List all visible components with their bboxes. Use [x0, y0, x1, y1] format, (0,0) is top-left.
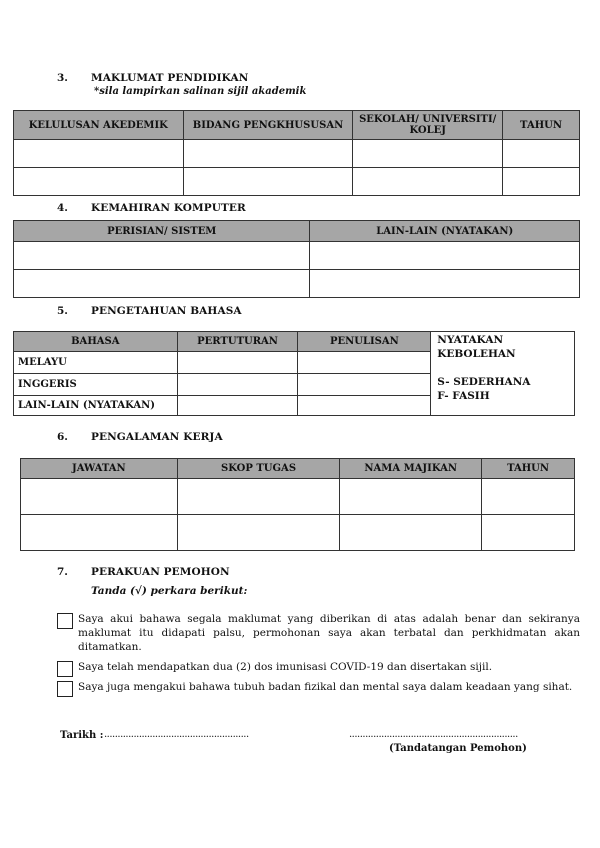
education-header-qualification: KELULUSAN AKEDEMIK [14, 111, 184, 140]
language-row-label: INGGERIS [14, 374, 178, 396]
table-cell[interactable] [177, 352, 298, 374]
table-cell[interactable] [177, 396, 298, 416]
table-cell[interactable] [183, 168, 353, 196]
table-cell[interactable] [310, 242, 580, 270]
section-5-number: 5. [57, 305, 68, 317]
table-cell[interactable] [503, 168, 580, 196]
education-header-field: BIDANG PENGKHUSUSAN [183, 111, 353, 140]
section-6-number: 6. [57, 431, 68, 443]
table-cell[interactable] [482, 515, 575, 551]
education-table [13, 110, 580, 196]
legend-line-fluent: F- FASIH [437, 390, 490, 402]
declaration-checkbox-3[interactable] [57, 681, 73, 697]
legend-line-moderate: S- SEDERHANA [437, 376, 531, 388]
computer-header-software: PERISIAN/ SISTEM [14, 221, 310, 242]
work-header-year: TAHUN [482, 459, 575, 479]
table-cell[interactable] [340, 479, 482, 515]
language-header-writing: PENULISAN [298, 332, 431, 352]
table-cell[interactable] [21, 479, 178, 515]
table-cell[interactable] [353, 168, 503, 196]
language-row-label: MELAYU [14, 352, 178, 374]
signature-field[interactable]: ............................................................... [349, 729, 518, 740]
declaration-checkbox-2[interactable] [57, 661, 73, 677]
table-cell[interactable] [298, 396, 431, 416]
computer-row [14, 242, 580, 270]
computer-header-others: LAIN-LAIN (NYATAKAN) [310, 221, 580, 242]
work-header-position: JAWATAN [21, 459, 178, 479]
table-cell[interactable] [482, 479, 575, 515]
work-experience-table [20, 458, 575, 551]
table-cell[interactable] [503, 140, 580, 168]
date-field[interactable]: ...................................................... [104, 729, 249, 740]
table-cell[interactable] [177, 374, 298, 396]
section-3-number: 3. [57, 72, 68, 84]
section-4-title: KEMAHIRAN KOMPUTER [91, 202, 246, 214]
table-cell[interactable] [177, 515, 340, 551]
section-4-number: 4. [57, 202, 68, 214]
section-6-title: PENGALAMAN KERJA [91, 431, 223, 443]
date-label: Tarikh : [60, 730, 104, 741]
language-header-language: BAHASA [14, 332, 178, 352]
declaration-text-2: Saya telah mendapatkan dua (2) dos imunisasi COVID-19 dan disertakan sijil. [78, 661, 493, 673]
work-header-scope: SKOP TUGAS [177, 459, 340, 479]
education-row [14, 168, 580, 196]
table-cell[interactable] [177, 479, 340, 515]
language-ability-legend [431, 332, 575, 416]
work-row [21, 515, 575, 551]
work-header-employer: NAMA MAJIKAN [340, 459, 482, 479]
table-cell[interactable] [298, 352, 431, 374]
signature-label: (Tandatangan Pemohon) [389, 743, 527, 754]
table-cell[interactable] [14, 270, 310, 298]
section-3-title: MAKLUMAT PENDIDIKAN [91, 72, 249, 84]
education-header-institution: SEKOLAH/ UNIVERSITI/ KOLEJ [353, 111, 503, 140]
language-table [13, 331, 575, 416]
declaration-checkbox-1[interactable] [57, 613, 73, 629]
section-7-title: PERAKUAN PEMOHON [91, 566, 230, 578]
declaration-text-3: Saya juga mengakui bahawa tubuh badan fizikal dan mental saya dalam keadaan yang sihat. [78, 681, 573, 693]
language-row-label: LAIN-LAIN (NYATAKAN) [14, 396, 178, 416]
table-cell[interactable] [353, 140, 503, 168]
language-header-speaking: PERTUTURAN [177, 332, 298, 352]
table-cell[interactable] [183, 140, 353, 168]
education-header-year: TAHUN [503, 111, 580, 140]
computer-skills-table [13, 220, 580, 298]
table-cell[interactable] [298, 374, 431, 396]
legend-line-state: NYATAKAN [437, 334, 504, 346]
declaration-instruction: Tanda (√) perkara berikut: [91, 585, 248, 597]
section-7-number: 7. [57, 566, 68, 578]
work-row [21, 479, 575, 515]
table-cell[interactable] [21, 515, 178, 551]
table-cell[interactable] [310, 270, 580, 298]
section-3-note: *sila lampirkan salinan sijil akademik [94, 86, 307, 97]
table-cell[interactable] [14, 242, 310, 270]
legend-line-ability: KEBOLEHAN [437, 348, 516, 360]
computer-row [14, 270, 580, 298]
table-cell[interactable] [340, 515, 482, 551]
table-cell[interactable] [14, 140, 184, 168]
section-5-title: PENGETAHUAN BAHASA [91, 305, 242, 317]
table-cell[interactable] [14, 168, 184, 196]
education-row [14, 140, 580, 168]
declaration-text-1: Saya akui bahawa segala maklumat yang diberikan di atas adalah benar dan sekiranya maklumat itu didapati palsu, permohonan saya akan terbatal dan perkhidmatan akan ditamatkan. [78, 613, 580, 653]
